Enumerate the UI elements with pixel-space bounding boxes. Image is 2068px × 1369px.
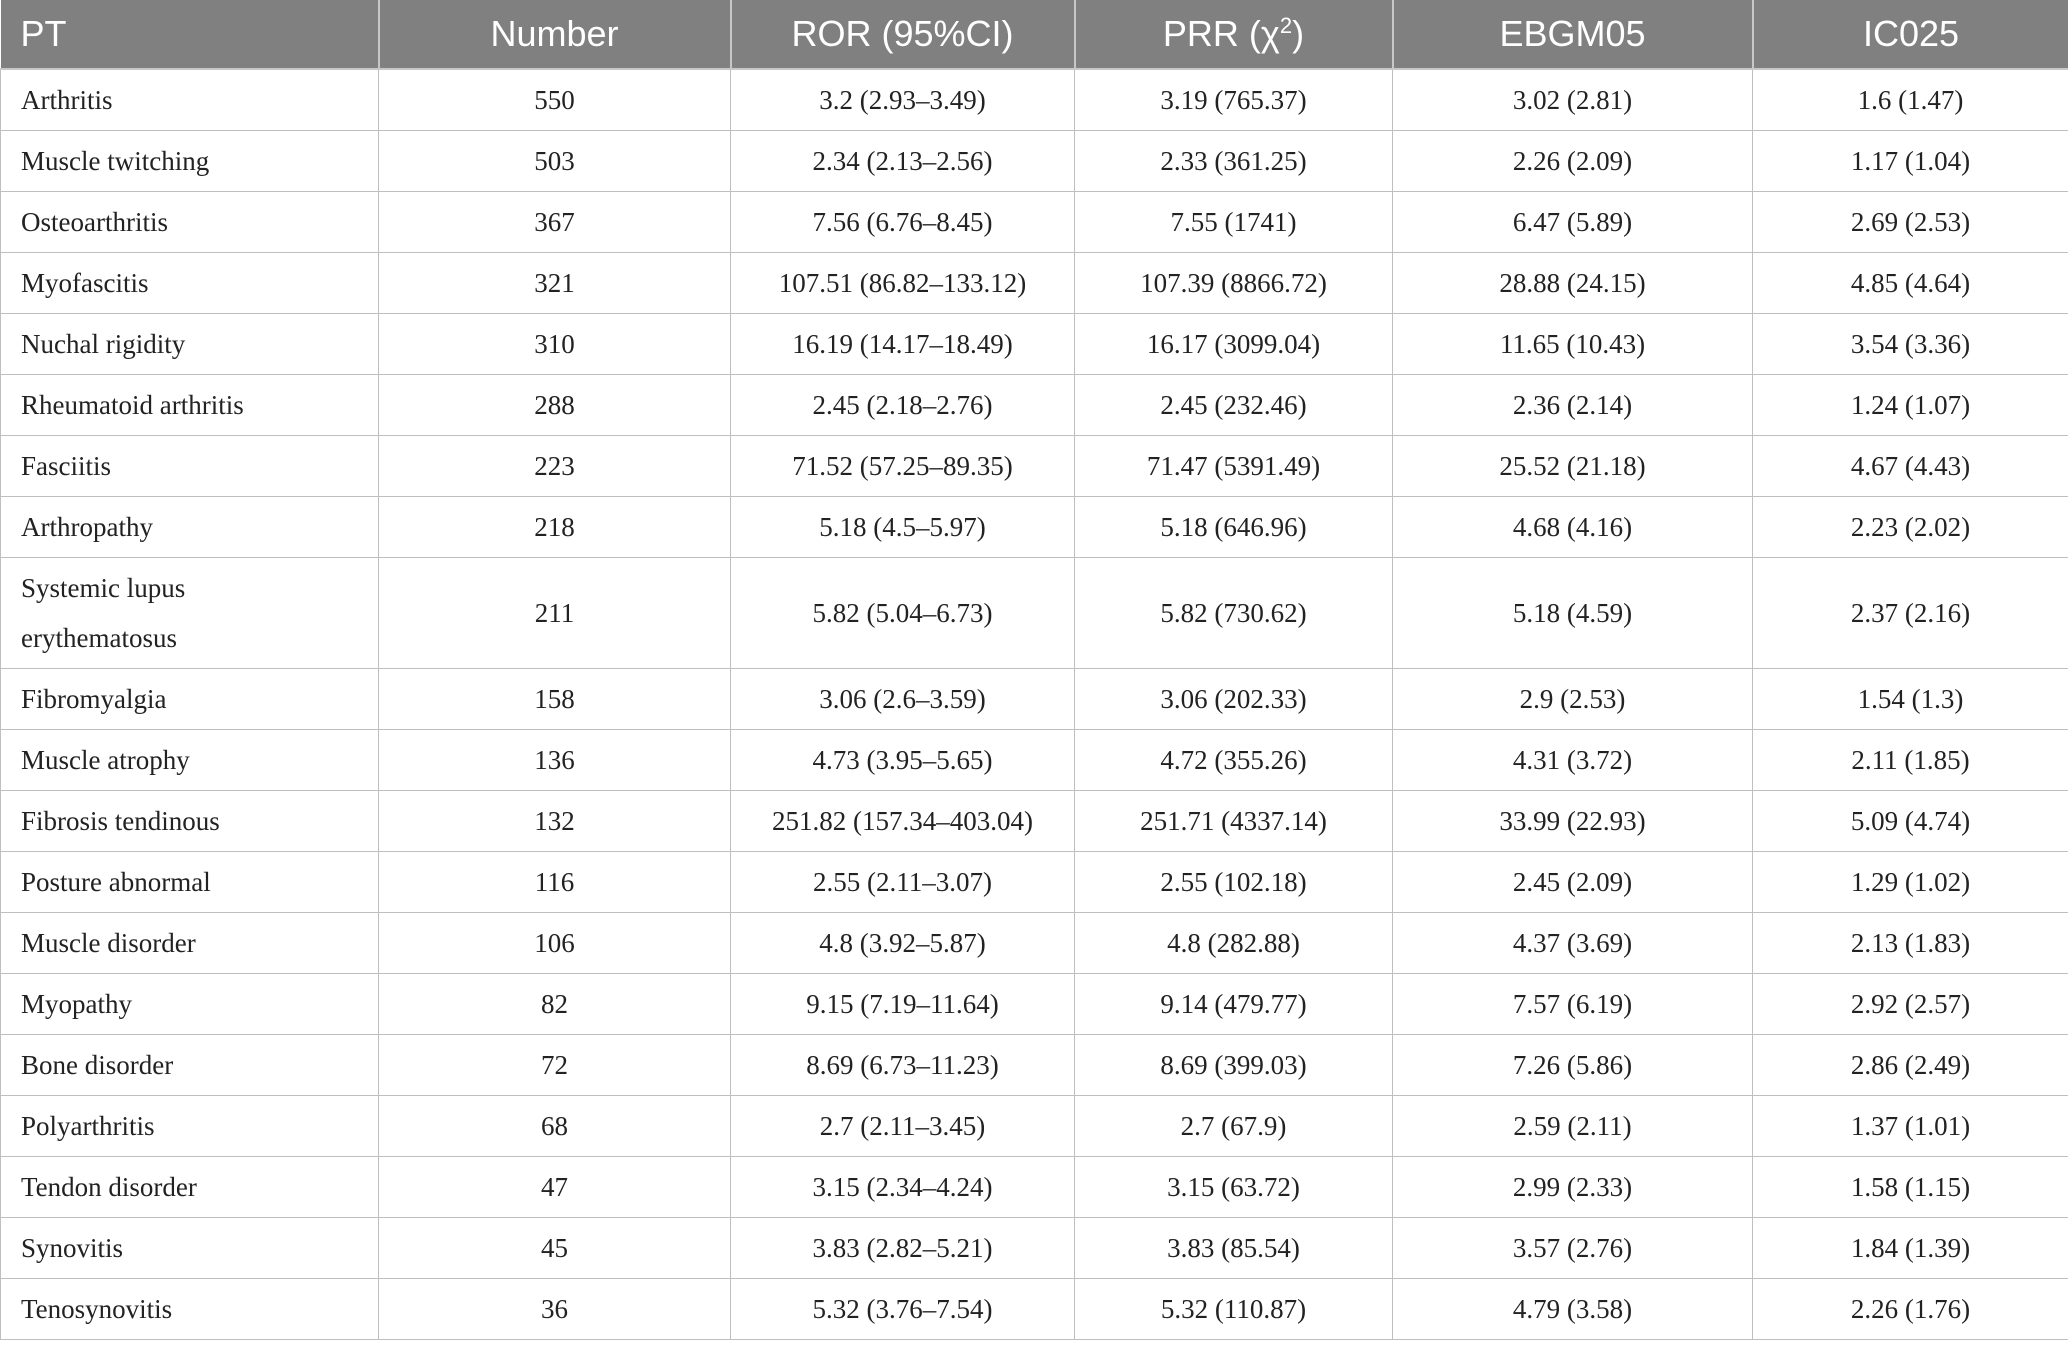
cell-ic: 1.84 (1.39) — [1753, 1218, 2068, 1279]
cell-number: 72 — [379, 1035, 731, 1096]
cell-ic: 3.54 (3.36) — [1753, 314, 2068, 375]
cell-ror: 3.06 (2.6–3.59) — [731, 669, 1075, 730]
table-row — [1, 974, 2068, 1035]
cell-number: 211 — [379, 558, 731, 669]
cell-prr: 8.69 (399.03) — [1075, 1035, 1393, 1096]
cell-number: 136 — [379, 730, 731, 791]
cell-ror: 5.18 (4.5–5.97) — [731, 497, 1075, 558]
cell-prr: 3.19 (765.37) — [1075, 69, 1393, 131]
table-row — [1, 375, 2068, 436]
cell-number: 106 — [379, 913, 731, 974]
header-ebgm: EBGM05 — [1393, 0, 1753, 69]
cell-number: 36 — [379, 1279, 731, 1340]
cell-ic: 1.58 (1.15) — [1753, 1157, 2068, 1218]
cell-ror: 2.34 (2.13–2.56) — [731, 131, 1075, 192]
cell-ic: 5.09 (4.74) — [1753, 791, 2068, 852]
header-pt: PT — [1, 0, 379, 69]
table-row — [1, 730, 2068, 791]
cell-pt: Fibromyalgia — [1, 669, 379, 730]
cell-ebgm: 33.99 (22.93) — [1393, 791, 1753, 852]
cell-ror: 107.51 (86.82–133.12) — [731, 253, 1075, 314]
cell-ror: 71.52 (57.25–89.35) — [731, 436, 1075, 497]
cell-ebgm: 4.68 (4.16) — [1393, 497, 1753, 558]
cell-ic: 4.85 (4.64) — [1753, 253, 2068, 314]
cell-prr: 4.8 (282.88) — [1075, 913, 1393, 974]
cell-prr: 3.06 (202.33) — [1075, 669, 1393, 730]
cell-number: 68 — [379, 1096, 731, 1157]
cell-prr: 107.39 (8866.72) — [1075, 253, 1393, 314]
cell-ror: 3.2 (2.93–3.49) — [731, 69, 1075, 131]
cell-ror: 4.73 (3.95–5.65) — [731, 730, 1075, 791]
cell-pt: Muscle atrophy — [1, 730, 379, 791]
table-row — [1, 1096, 2068, 1157]
cell-ebgm: 7.57 (6.19) — [1393, 974, 1753, 1035]
cell-prr: 3.15 (63.72) — [1075, 1157, 1393, 1218]
cell-pt: Tenosynovitis — [1, 1279, 379, 1340]
cell-prr: 2.33 (361.25) — [1075, 131, 1393, 192]
cell-ebgm: 2.99 (2.33) — [1393, 1157, 1753, 1218]
cell-ror: 5.32 (3.76–7.54) — [731, 1279, 1075, 1340]
cell-ror: 2.7 (2.11–3.45) — [731, 1096, 1075, 1157]
cell-pt-line2: erythematosus — [21, 623, 177, 653]
cell-ic: 1.37 (1.01) — [1753, 1096, 2068, 1157]
cell-number: 132 — [379, 791, 731, 852]
cell-number: 288 — [379, 375, 731, 436]
cell-pt: Muscle disorder — [1, 913, 379, 974]
cell-ebgm: 11.65 (10.43) — [1393, 314, 1753, 375]
cell-ebgm: 4.31 (3.72) — [1393, 730, 1753, 791]
cell-ic: 2.23 (2.02) — [1753, 497, 2068, 558]
table-row — [1, 791, 2068, 852]
cell-ror: 16.19 (14.17–18.49) — [731, 314, 1075, 375]
cell-ror: 5.82 (5.04–6.73) — [731, 558, 1075, 669]
cell-ror: 9.15 (7.19–11.64) — [731, 974, 1075, 1035]
cell-ebgm: 3.02 (2.81) — [1393, 69, 1753, 131]
cell-prr: 2.45 (232.46) — [1075, 375, 1393, 436]
cell-prr: 71.47 (5391.49) — [1075, 436, 1393, 497]
cell-ic: 1.24 (1.07) — [1753, 375, 2068, 436]
cell-ebgm: 2.45 (2.09) — [1393, 852, 1753, 913]
cell-ic: 2.26 (1.76) — [1753, 1279, 2068, 1340]
cell-ebgm: 28.88 (24.15) — [1393, 253, 1753, 314]
cell-ic: 1.17 (1.04) — [1753, 131, 2068, 192]
cell-ebgm: 2.36 (2.14) — [1393, 375, 1753, 436]
cell-pt: Rheumatoid arthritis — [1, 375, 379, 436]
table-body — [1, 69, 2068, 1340]
cell-number: 218 — [379, 497, 731, 558]
cell-ebgm: 2.26 (2.09) — [1393, 131, 1753, 192]
table-row — [1, 558, 2068, 669]
cell-number: 47 — [379, 1157, 731, 1218]
cell-ebgm: 2.9 (2.53) — [1393, 669, 1753, 730]
cell-pt: Polyarthritis — [1, 1096, 379, 1157]
cell-ror: 7.56 (6.76–8.45) — [731, 192, 1075, 253]
table-row — [1, 131, 2068, 192]
cell-ic: 1.6 (1.47) — [1753, 69, 2068, 131]
header-prr-superscript: 2 — [1279, 13, 1293, 38]
cell-number: 116 — [379, 852, 731, 913]
cell-number: 310 — [379, 314, 731, 375]
cell-prr: 9.14 (479.77) — [1075, 974, 1393, 1035]
cell-number: 503 — [379, 131, 731, 192]
cell-ic: 1.29 (1.02) — [1753, 852, 2068, 913]
table-row — [1, 1157, 2068, 1218]
cell-number: 158 — [379, 669, 731, 730]
table-row — [1, 69, 2068, 131]
header-ror: ROR (95%CI) — [731, 0, 1075, 69]
cell-pt: Posture abnormal — [1, 852, 379, 913]
table-row — [1, 436, 2068, 497]
table-row — [1, 192, 2068, 253]
cell-pt: Arthritis — [1, 69, 379, 131]
cell-ror: 2.45 (2.18–2.76) — [731, 375, 1075, 436]
table-row — [1, 1279, 2068, 1340]
cell-pt: Fibrosis tendinous — [1, 791, 379, 852]
cell-number: 367 — [379, 192, 731, 253]
cell-ic: 2.13 (1.83) — [1753, 913, 2068, 974]
table-row — [1, 253, 2068, 314]
cell-pt: Arthropathy — [1, 497, 379, 558]
cell-number: 550 — [379, 69, 731, 131]
cell-ic: 2.11 (1.85) — [1753, 730, 2068, 791]
table-row — [1, 314, 2068, 375]
cell-prr: 2.55 (102.18) — [1075, 852, 1393, 913]
cell-pt: Fasciitis — [1, 436, 379, 497]
cell-prr: 2.7 (67.9) — [1075, 1096, 1393, 1157]
cell-pt: Myopathy — [1, 974, 379, 1035]
cell-pt: Bone disorder — [1, 1035, 379, 1096]
table-row — [1, 669, 2068, 730]
cell-number: 45 — [379, 1218, 731, 1279]
cell-pt: Muscle twitching — [1, 131, 379, 192]
cell-ic: 1.54 (1.3) — [1753, 669, 2068, 730]
cell-ic: 2.86 (2.49) — [1753, 1035, 2068, 1096]
cell-prr: 5.32 (110.87) — [1075, 1279, 1393, 1340]
cell-ic: 2.37 (2.16) — [1753, 558, 2068, 669]
cell-pt-line1: Systemic lupus — [21, 573, 186, 603]
cell-prr: 251.71 (4337.14) — [1075, 791, 1393, 852]
cell-ror: 8.69 (6.73–11.23) — [731, 1035, 1075, 1096]
cell-pt: Tendon disorder — [1, 1157, 379, 1218]
cell-prr: 4.72 (355.26) — [1075, 730, 1393, 791]
cell-ebgm: 3.57 (2.76) — [1393, 1218, 1753, 1279]
cell-pt: Nuchal rigidity — [1, 314, 379, 375]
cell-ebgm: 4.37 (3.69) — [1393, 913, 1753, 974]
cell-number: 321 — [379, 253, 731, 314]
cell-pt — [1, 558, 379, 669]
cell-prr: 5.18 (646.96) — [1075, 497, 1393, 558]
cell-prr: 3.83 (85.54) — [1075, 1218, 1393, 1279]
cell-prr: 5.82 (730.62) — [1075, 558, 1393, 669]
cell-pt: Myofascitis — [1, 253, 379, 314]
cell-pt: Osteoarthritis — [1, 192, 379, 253]
cell-ebgm: 25.52 (21.18) — [1393, 436, 1753, 497]
cell-pt: Synovitis — [1, 1218, 379, 1279]
cell-ror: 251.82 (157.34–403.04) — [731, 791, 1075, 852]
cell-ror: 3.83 (2.82–5.21) — [731, 1218, 1075, 1279]
cell-ror: 3.15 (2.34–4.24) — [731, 1157, 1075, 1218]
table-row — [1, 1035, 2068, 1096]
cell-prr: 16.17 (3099.04) — [1075, 314, 1393, 375]
cell-number: 82 — [379, 974, 731, 1035]
cell-ebgm: 5.18 (4.59) — [1393, 558, 1753, 669]
header-prr-text: PRR (χ — [1162, 13, 1280, 54]
cell-prr: 7.55 (1741) — [1075, 192, 1393, 253]
cell-ic: 2.92 (2.57) — [1753, 974, 2068, 1035]
cell-ic: 2.69 (2.53) — [1753, 192, 2068, 253]
table-row — [1, 913, 2068, 974]
header-prr — [1075, 0, 1393, 69]
cell-ror: 4.8 (3.92–5.87) — [731, 913, 1075, 974]
header-number: Number — [379, 0, 731, 69]
table-row — [1, 497, 2068, 558]
cell-ebgm: 4.79 (3.58) — [1393, 1279, 1753, 1340]
cell-ebgm: 2.59 (2.11) — [1393, 1096, 1753, 1157]
table-header — [1, 0, 2068, 69]
cell-number: 223 — [379, 436, 731, 497]
header-prr-close: ) — [1292, 13, 1305, 54]
cell-ebgm: 7.26 (5.86) — [1393, 1035, 1753, 1096]
cell-ebgm: 6.47 (5.89) — [1393, 192, 1753, 253]
cell-ic: 4.67 (4.43) — [1753, 436, 2068, 497]
header-ic: IC025 — [1753, 0, 2068, 69]
table-row — [1, 1218, 2068, 1279]
header-row — [1, 0, 2068, 69]
cell-ror: 2.55 (2.11–3.07) — [731, 852, 1075, 913]
table-row — [1, 852, 2068, 913]
